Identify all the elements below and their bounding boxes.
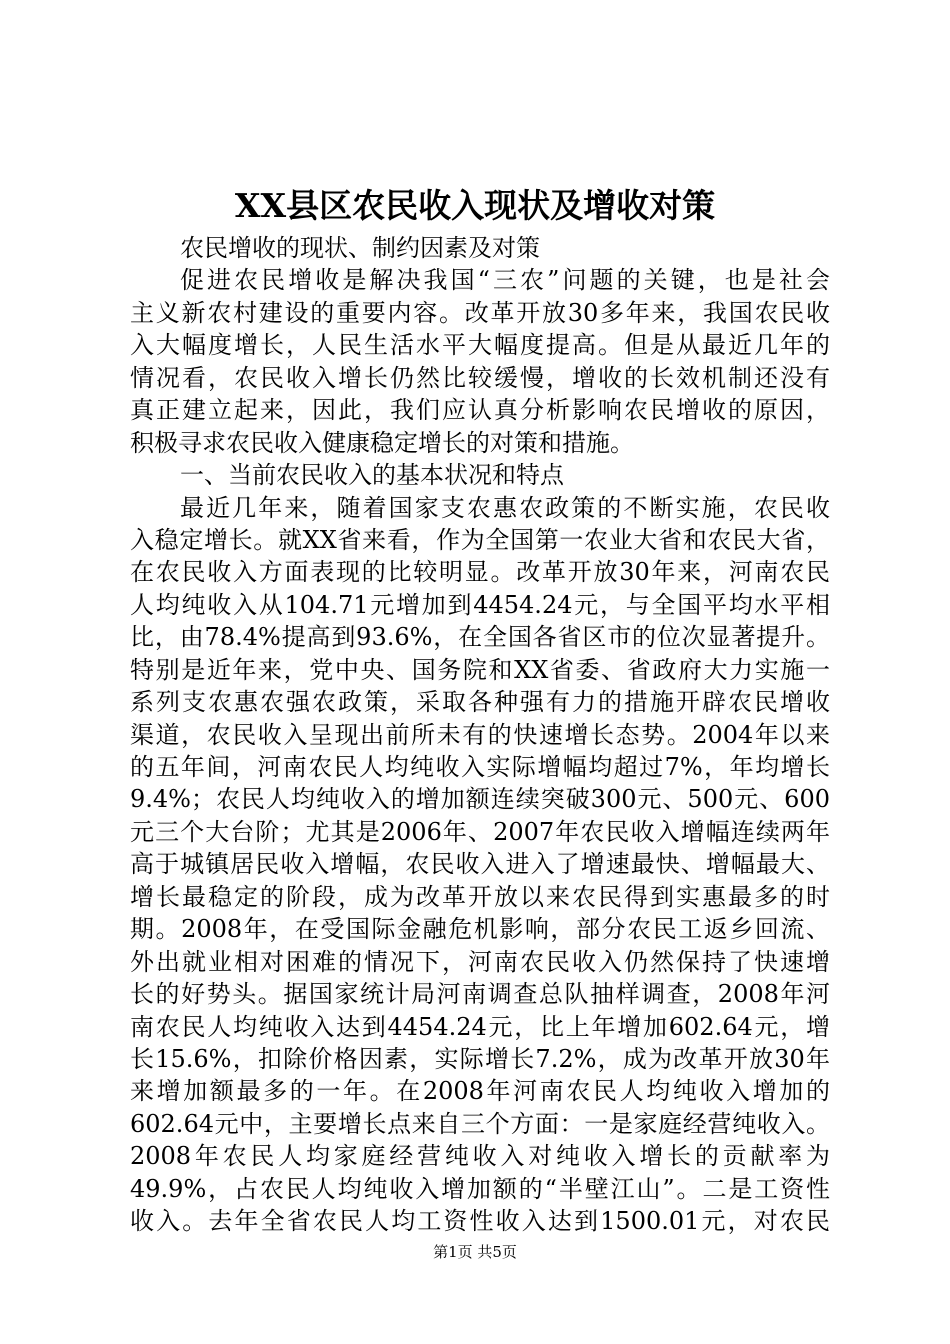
body-line: 的五年间，河南农民人均纯收入实际增幅均超过7%，年均增长: [130, 753, 830, 781]
body-line: 9.4%；农民人均纯收入的增加额连续突破300元、500元、600: [130, 785, 830, 814]
body-line: 长15.6%，扣除价格因素，实际增长7.2%，成为改革开放30年: [130, 1044, 830, 1073]
body-line: 602.64元中，主要增长点来自三个方面：一是家庭经营纯收入。: [130, 1109, 830, 1138]
body-line: 最近几年来，随着国家支农惠农政策的不断实施，农民收: [180, 493, 830, 522]
body-line: 情况看，农民收入增长仍然比较缓慢，增收的长效机制还没有: [130, 363, 830, 392]
body-line: 外出就业相对困难的情况下，河南农民收入仍然保持了快速增: [130, 947, 830, 976]
body-line: 真正建立起来，因此，我们应认真分析影响农民增收的原因，: [130, 396, 830, 425]
body-line: 比，由78.4%提高到93.6%，在全国各省区市的位次显著提升。: [130, 623, 830, 652]
body-line: 长的好势头。据国家统计局河南调查总队抽样调查，2008年河: [130, 980, 830, 1009]
body-line: 特别是近年来，党中央、国务院和XX省委、省政府大力实施一: [130, 655, 830, 684]
body-line: 期。2008年，在受国际金融危机影响，部分农民工返乡回流、: [130, 915, 830, 944]
body-line: 元三个大台阶；尤其是2006年、2007年农民收入增幅连续两年: [130, 817, 830, 846]
document-body: [130, 232, 830, 1238]
body-line: 2008年农民人均家庭经营纯收入对纯收入增长的贡献率为: [130, 1142, 830, 1171]
body-line: 增长最稳定的阶段，成为改革开放以来农民得到实惠最多的时: [130, 882, 830, 911]
body-line: 系列支农惠农强农政策，采取各种强有力的措施开辟农民增收: [130, 688, 830, 717]
page-number-footer: 第1页 共5页: [433, 1243, 517, 1261]
body-line: 高于城镇居民收入增幅，农民收入进入了增速最快、增幅最大、: [130, 850, 830, 879]
body-line: 49.9%，占农民人均纯收入增加额的“半壁江山”。二是工资性: [130, 1174, 830, 1203]
body-line: 入大幅度增长，人民生活水平大幅度提高。但是从最近几年的: [130, 331, 830, 360]
section-heading: 一、当前农民收入的基本状况和特点: [180, 461, 564, 490]
body-line: 人均纯收入从104.71元增加到4454.24元，与全国平均水平相: [130, 590, 830, 619]
body-line: 主义新农村建设的重要内容。改革开放30多年来，我国农民收: [130, 298, 830, 327]
body-line: 渠道，农民收入呈现出前所未有的快速增长态势。2004年以来: [130, 720, 830, 749]
body-line: 促进农民增收是解决我国“三农”问题的关键，也是社会: [180, 266, 830, 295]
document-title: XX县区农民收入现状及增收对策: [234, 186, 716, 225]
body-line: 在农民收入方面表现的比较明显。改革开放30年来，河南农民: [130, 558, 830, 587]
body-line: 南农民人均纯收入达到4454.24元，比上年增加602.64元，增: [130, 1012, 830, 1041]
body-line: 来增加额最多的一年。在2008年河南农民人均纯收入增加的: [130, 1077, 830, 1106]
body-line: 收入。去年全省农民人均工资性收入达到1500.01元，对农民: [130, 1207, 830, 1236]
body-line: 积极寻求农民收入健康稳定增长的对策和措施。: [130, 428, 634, 457]
body-line: 入稳定增长。就XX省来看，作为全国第一农业大省和农民大省，: [130, 525, 830, 554]
body-line: 农民增收的现状、制约因素及对策: [180, 234, 540, 262]
